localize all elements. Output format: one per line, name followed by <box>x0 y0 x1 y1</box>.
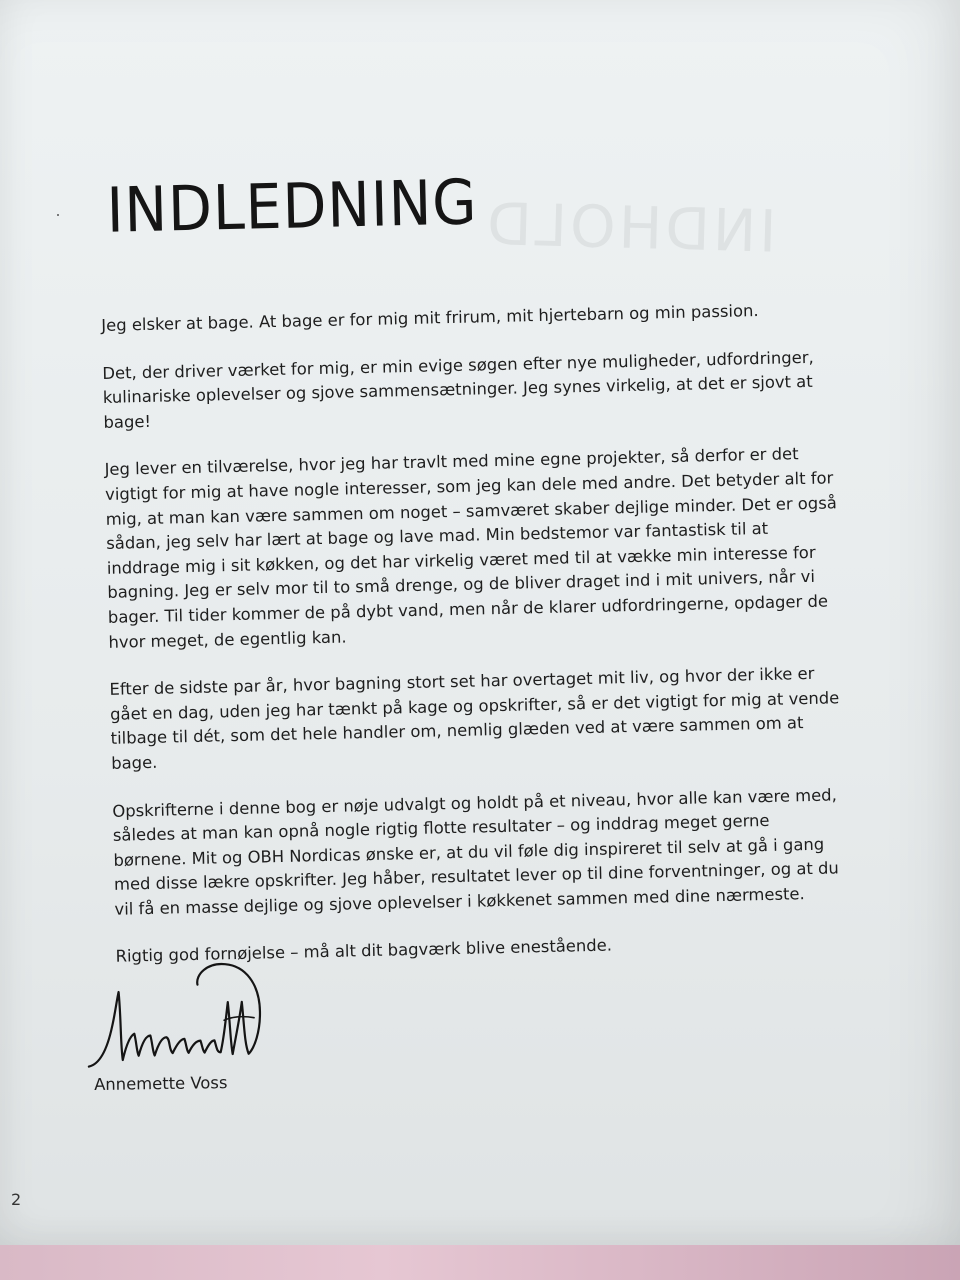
paragraph-closing: Rigtig god fornøjelse – må alt dit bagværk blive enestående. <box>115 936 613 967</box>
paragraph-5: Opskrifterne i denne bog er nøje udvalgt og holdt på et niveau, hvor alle kan være med, således at man kan opnå nogle rigtig flotte resultater – og inddrag meget gerne børnene. Mit og OBH Nordicas ønske er, at du vil føle dig inspireret til selv at gå i gang med disse lækre opskrifter. Jeg håber, resultatet lever op til dine forventninger, og at du vil få en masse dejlige og sjove oplevelser i køkkenet sammen med dine nærmeste. <box>112 784 840 919</box>
page-speck <box>57 214 59 216</box>
page-number: 2 <box>11 1190 22 1209</box>
paragraph-4: Efter de sidste par år, hvor bagning stort set har overtaget mit liv, og hvor der ikke er gået en dag, uden jeg har tænkt på kage og opskrifter, så er det vigtigt for mig at vende tilbage til dét, som det hele handler om, nemlig glæden ved at være sammen om at bage. <box>109 664 840 773</box>
signature-name: Annemette Voss <box>94 1073 228 1094</box>
paragraph-1: Jeg elsker at bage. At bage er for mig mit frirum, mit hjertebarn og min passion. <box>101 301 759 335</box>
handwritten-signature <box>83 953 275 1076</box>
show-through-title: INDHOLD <box>483 190 778 266</box>
paragraph-3: Jeg lever en tilværelse, hvor jeg har travlt med mine egne projekter, så derfor er det vigtigt for mig at have nogle interesser, som jeg kan dele med andre. Det betyder alt for mig, at man kan være sammen om noget – samværet skaber dejlige minder. Det er også sådan, jeg selv har lært at bage og lave mad. Min bedstemor var fantastisk til at inddrage mig i sit køkken, og det har virkelig været med til at vække min interesse for bagning. Jeg er selv mor til to små drenge, og de bliver draget ind i mit univers, når vi bager. Til tider kommer de på dybt vand, men når de klarer udfordringerne, opdager de hvor meget, de egentlig kan. <box>104 444 837 652</box>
paragraph-2: Det, der driver værket for mig, er min evige søgen efter nye muligheder, udfordringer, kulinariske oplevelser og sjove sammensætninger. Jeg synes virkelig, at det er sjovt at bage! <box>102 347 814 432</box>
tablecloth-background <box>0 1245 960 1280</box>
page-content <box>98 163 851 993</box>
page-title: INDLEDNING <box>105 165 479 247</box>
